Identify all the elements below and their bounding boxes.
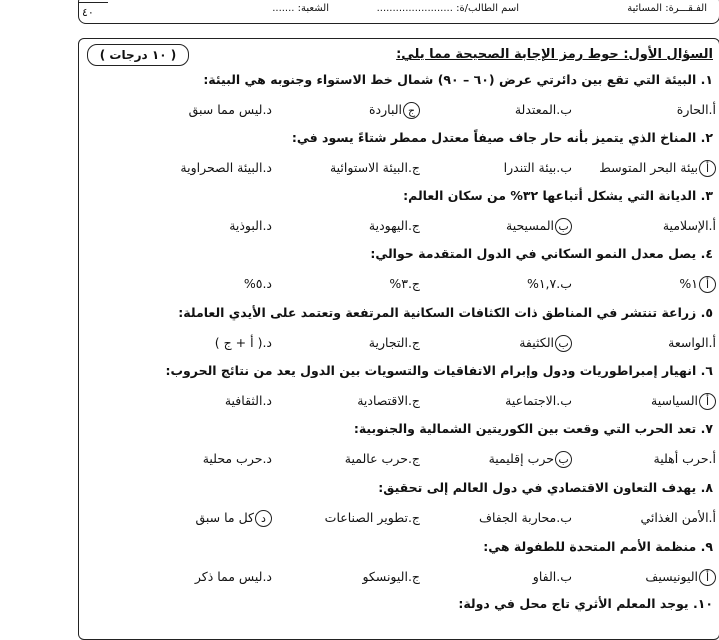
option-text: ١,٧%: [526, 276, 557, 291]
section-dots: .......: [272, 3, 295, 14]
option-letter: د.: [262, 218, 272, 233]
option-text: الإسلامية: [662, 218, 709, 233]
question-1-option-2[interactable]: [515, 102, 572, 117]
option-letter: أ.: [708, 102, 716, 117]
option-text: الفاو: [532, 569, 557, 584]
question-8-option-4[interactable]: [195, 510, 272, 527]
question-7-option-1[interactable]: [654, 451, 717, 466]
option-letter: ج.: [407, 335, 420, 350]
option-letter: ج.: [407, 276, 420, 291]
question-9-option-1[interactable]: [645, 569, 716, 586]
option-letter: ب.: [556, 393, 572, 408]
question-7-option-2[interactable]: [489, 451, 572, 468]
option-letter: ب.: [556, 102, 572, 117]
question-4-option-3[interactable]: [389, 276, 420, 291]
option-text: التجارية: [368, 335, 408, 350]
student-name-dots: ........................: [376, 3, 453, 14]
question-5-option-3[interactable]: [369, 335, 420, 350]
question-2-option-2[interactable]: [504, 160, 572, 175]
option-text: حرب محلية: [202, 451, 263, 466]
student-name-label: اسم الطالب/ة:: [456, 3, 519, 14]
question-6-option-4[interactable]: [225, 393, 272, 408]
option-text: الواسعة: [668, 335, 709, 350]
score-box: [78, 0, 110, 20]
option-text: المعتدلة: [514, 102, 557, 117]
option-letter: ب.: [556, 510, 572, 525]
question-6-option-3[interactable]: [357, 393, 420, 408]
question-8-option-1[interactable]: [641, 510, 716, 525]
option-text: الحارة: [676, 102, 709, 117]
circled-answer-marker: أ: [699, 276, 716, 293]
option-text: الاجتماعية: [505, 393, 557, 408]
section-title-text: السؤال الأول: حوط رمز الإجابة الصحيحة مما يلي:: [396, 47, 713, 62]
question-4-text: ٤. يصل معدل النمو السكاني في الدول المتقدمة حوالي:: [370, 246, 713, 261]
question-7-option-4[interactable]: [203, 451, 272, 466]
option-text: اليهودية: [368, 218, 408, 233]
question-3-text: ٣. الديانة التي يشكل أتباعها ٣٢% من سكان العالم:: [403, 188, 713, 203]
option-text: بيئة البحر المتوسط: [599, 160, 698, 175]
question-3-option-4[interactable]: [229, 218, 272, 233]
option-letter: ج.: [407, 510, 420, 525]
option-text: ١%: [679, 276, 698, 291]
question-3-option-2[interactable]: [506, 218, 572, 235]
question-6-option-1[interactable]: [651, 393, 716, 410]
option-text: حرب عالمية: [344, 451, 408, 466]
circled-answer-marker: ب: [555, 335, 572, 352]
question-5-option-2[interactable]: [519, 335, 572, 352]
question-9-option-4[interactable]: [195, 569, 272, 584]
question-9-option-2[interactable]: [533, 569, 572, 584]
option-text: الكثيفة: [519, 335, 554, 350]
question-6-text: ٦. انهيار إمبراطوريات ودول وإبرام الاتفاقيات والتسويات بين الدول يعد من نتائج الحروب:: [165, 363, 713, 378]
option-letter: د.: [262, 569, 272, 584]
option-text: بيئة التندرا: [503, 160, 557, 175]
question-2-option-4[interactable]: [180, 160, 272, 175]
question-3-option-3[interactable]: [369, 218, 420, 233]
circled-answer-marker: ج: [403, 102, 420, 119]
question-1-text: ١. البيئة التي تقع بين دائرتي عرض (٦٠ – ٩٠) شمال خط الاستواء وجنوبه هي البيئة:: [203, 72, 713, 87]
option-letter: ب.: [556, 569, 572, 584]
option-text: الثقافية: [224, 393, 263, 408]
option-text: ليس مما ذكر: [194, 569, 263, 584]
option-text: ليس مما سبق: [188, 102, 263, 117]
exam-header: [78, 0, 719, 24]
section-label: الشعبة:: [297, 3, 329, 14]
question-4-option-2[interactable]: [527, 276, 572, 291]
option-text: البيئة الاستوائية: [329, 160, 408, 175]
score-divider: [78, 2, 108, 3]
option-text: الأمن الغذائي: [640, 510, 709, 525]
option-text: البيئة الصحراوية: [180, 160, 263, 175]
question-6-option-2[interactable]: [505, 393, 572, 408]
level-value: المسائية: [627, 3, 663, 14]
grade-badge: ( ١٠ درجات ): [87, 44, 189, 66]
option-letter: أ.: [708, 218, 716, 233]
option-letter: أ.: [708, 335, 716, 350]
option-text: المسيحية: [506, 218, 554, 233]
option-letter: ج.: [407, 451, 420, 466]
level-label: الفـقـــرة:: [665, 3, 707, 14]
score-value: ٤٠: [82, 6, 94, 19]
option-text: محاربة الجفاف: [479, 510, 557, 525]
student-name-field: [377, 3, 519, 14]
question-2-text: ٢. المناخ الذي يتميز بأنه حار جاف صيفاً معتدل ممطر شتاءً يسود في:: [291, 130, 713, 145]
question-3-option-1[interactable]: [663, 218, 716, 233]
option-letter: ب.: [556, 160, 572, 175]
option-letter: ج.: [407, 569, 420, 584]
option-letter: ج.: [407, 160, 420, 175]
circled-answer-marker: أ: [699, 393, 716, 410]
option-letter: أ.: [708, 451, 716, 466]
option-text: الاقتصادية: [357, 393, 408, 408]
question-2-option-1[interactable]: [599, 160, 716, 177]
option-letter: ج.: [407, 393, 420, 408]
question-7-text: ٧. تعد الحرب التي وقعت بين الكوريتين الشمالية والجنوبية:: [353, 421, 713, 436]
question-1-option-4[interactable]: [189, 102, 272, 117]
question-5-text: ٥. زراعة تنتشر في المناطق ذات الكثافات السكانية المرتفعة وتعتمد على الأيدي العاملة:: [178, 305, 713, 320]
option-letter: ب.: [556, 276, 572, 291]
level-field: [627, 3, 707, 14]
circled-answer-marker: د: [255, 510, 272, 527]
option-text: ( أ + ج ): [214, 335, 263, 350]
option-letter: د.: [262, 276, 272, 291]
option-text: حرب أهلية: [653, 451, 709, 466]
option-text: ٥%: [243, 276, 263, 291]
option-text: البوذية: [229, 218, 263, 233]
option-letter: د.: [262, 451, 272, 466]
option-text: اليونيسيف: [645, 569, 698, 584]
circled-answer-marker: أ: [699, 569, 716, 586]
question-1-option-3[interactable]: [369, 102, 420, 119]
question-5-option-4[interactable]: [215, 335, 272, 350]
circled-answer-marker: ب: [555, 218, 572, 235]
option-text: حرب إقليمية: [488, 451, 554, 466]
section-title: [396, 47, 713, 62]
option-letter: ج.: [407, 218, 420, 233]
question-8-option-3[interactable]: [325, 510, 420, 525]
option-letter: د.: [262, 393, 272, 408]
question-7-option-3[interactable]: [345, 451, 420, 466]
circled-answer-marker: أ: [699, 160, 716, 177]
circled-answer-marker: ب: [555, 451, 572, 468]
option-text: كل ما سبق: [195, 510, 254, 525]
question-8-text: ٨. يهدف التعاون الاقتصادي في دول العالم إلى تحقيق:: [378, 480, 713, 495]
question-1-option-1[interactable]: [677, 102, 716, 117]
question-4-option-4[interactable]: [244, 276, 272, 291]
option-letter: أ.: [708, 510, 716, 525]
question-9-option-3[interactable]: [362, 569, 420, 584]
question-10-text: ١٠. يوجد المعلم الأثري تاج محل في دولة:: [458, 596, 713, 611]
option-letter: د.: [262, 335, 272, 350]
section-field: [272, 3, 329, 14]
question-8-option-2[interactable]: [479, 510, 572, 525]
option-text: اليونسكو: [362, 569, 408, 584]
question-2-option-3[interactable]: [330, 160, 420, 175]
question-4-option-1[interactable]: [679, 276, 716, 293]
question-9-text: ٩. منظمة الأمم المتحدة للطفولة هي:: [483, 539, 713, 554]
option-letter: د.: [262, 160, 272, 175]
option-letter: د.: [262, 102, 272, 117]
option-text: الباردة: [368, 102, 402, 117]
option-text: السياسية: [651, 393, 698, 408]
option-text: تطوير الصناعات: [324, 510, 408, 525]
question-5-option-1[interactable]: [668, 335, 716, 350]
option-text: ٣%: [389, 276, 408, 291]
